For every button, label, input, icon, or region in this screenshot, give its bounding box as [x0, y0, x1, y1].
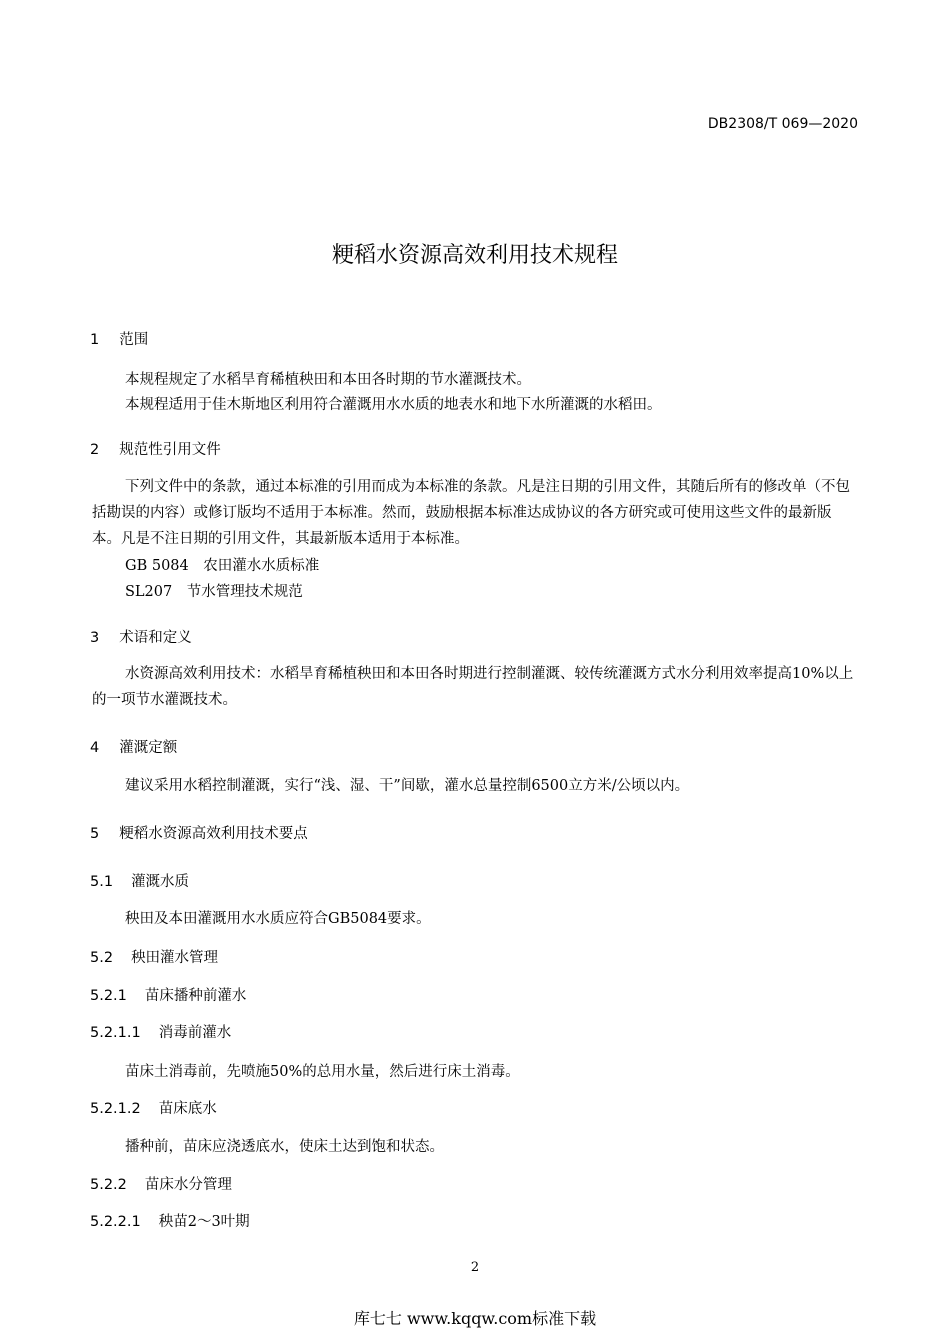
paragraph: 水资源高效利用技术：水稻旱育稀植秧田和本田各时期进行控制灌溉、较传统灌溉方式水分利用效率提高10%以上的一项节水灌溉技术。 — [92, 666, 854, 708]
section-heading — [90, 736, 177, 757]
subsection-heading — [90, 984, 246, 1005]
section-number: 5.2.1.2 — [90, 1101, 141, 1117]
section-number: 5.2.2.1 — [90, 1214, 141, 1230]
paragraph: 播种前，苗床应浇透底水，使床土达到饱和状态。 — [125, 1139, 444, 1155]
section-number: 5.2.1 — [90, 988, 127, 1004]
subsection-heading — [90, 946, 218, 967]
section-number: 1 — [90, 332, 100, 348]
section-heading — [90, 328, 148, 349]
section-heading — [90, 822, 308, 843]
section-title: 苗床底水 — [158, 1101, 217, 1117]
section-title: 灌溉定额 — [119, 740, 178, 756]
page-number: 2 — [470, 1260, 480, 1275]
subsection-heading — [90, 1097, 217, 1118]
section-number: 5 — [90, 826, 100, 842]
paragraph: 本规程规定了水稻旱育稀植秧田和本田各时期的节水灌溉技术。 — [125, 372, 531, 388]
section-number: 5.1 — [90, 874, 114, 890]
section-title: 规范性引用文件 — [119, 442, 221, 458]
reference-item: GB 5084 农田灌水水质标准 — [125, 558, 320, 574]
section-title: 苗床水分管理 — [144, 1177, 232, 1193]
paragraph: 苗床土消毒前，先喷施50%的总用水量，然后进行床土消毒。 — [125, 1064, 520, 1080]
section-heading — [90, 626, 192, 647]
section-number: 3 — [90, 630, 100, 646]
section-title: 苗床播种前灌水 — [144, 988, 247, 1004]
section-title: 范围 — [119, 332, 149, 348]
document-number: DB2308/T 069—2020 — [707, 116, 858, 132]
section-number: 5.2.1.1 — [90, 1025, 141, 1041]
subsection-heading — [90, 1021, 231, 1042]
subsection-heading — [90, 1173, 232, 1194]
page-title: 粳稻水资源高效利用技术规程 — [331, 243, 618, 268]
section-title: 术语和定义 — [119, 630, 192, 646]
paragraph: 本规程适用于佳木斯地区利用符合灌溉用水水质的地表水和地下水所灌溉的水稻田。 — [125, 397, 662, 413]
section-number: 4 — [90, 740, 100, 756]
reference-item: SL207 节水管理技术规范 — [125, 584, 303, 600]
paragraph: 下列文件中的条款，通过本标准的引用而成为本标准的条款。凡是注日期的引用文件，其随后所有的修改单（不包括勘误的内容）或修订版均不适用于本标准。然而，鼓励根据本标准达成协议的各方研究或可使用这些文件的最新版本。凡是不注日期的引用文件，其最新版本适用于本标准。 — [92, 479, 850, 547]
section-number: 5.2.2 — [90, 1177, 127, 1193]
section-number: 5.2 — [90, 950, 114, 966]
footer-watermark: 库七七 www.kqqw.com标准下载 — [353, 1309, 597, 1328]
section-number: 2 — [90, 442, 100, 458]
paragraph: 建议采用水稻控制灌溉，实行“浅、湿、干”间歇，灌水总量控制6500立方米/公顷以内。 — [125, 778, 690, 794]
section-title: 粳稻水资源高效利用技术要点 — [119, 826, 308, 842]
section-title: 灌溉水质 — [131, 874, 190, 890]
section-title: 消毒前灌水 — [158, 1025, 232, 1041]
section-title: 秧苗2～3叶期 — [158, 1214, 250, 1230]
paragraph: 秧田及本田灌溉用水水质应符合GB5084要求。 — [125, 911, 431, 927]
section-title: 秧田灌水管理 — [131, 950, 219, 966]
section-heading — [90, 438, 221, 459]
subsection-heading — [90, 870, 189, 891]
subsection-heading — [90, 1210, 250, 1231]
